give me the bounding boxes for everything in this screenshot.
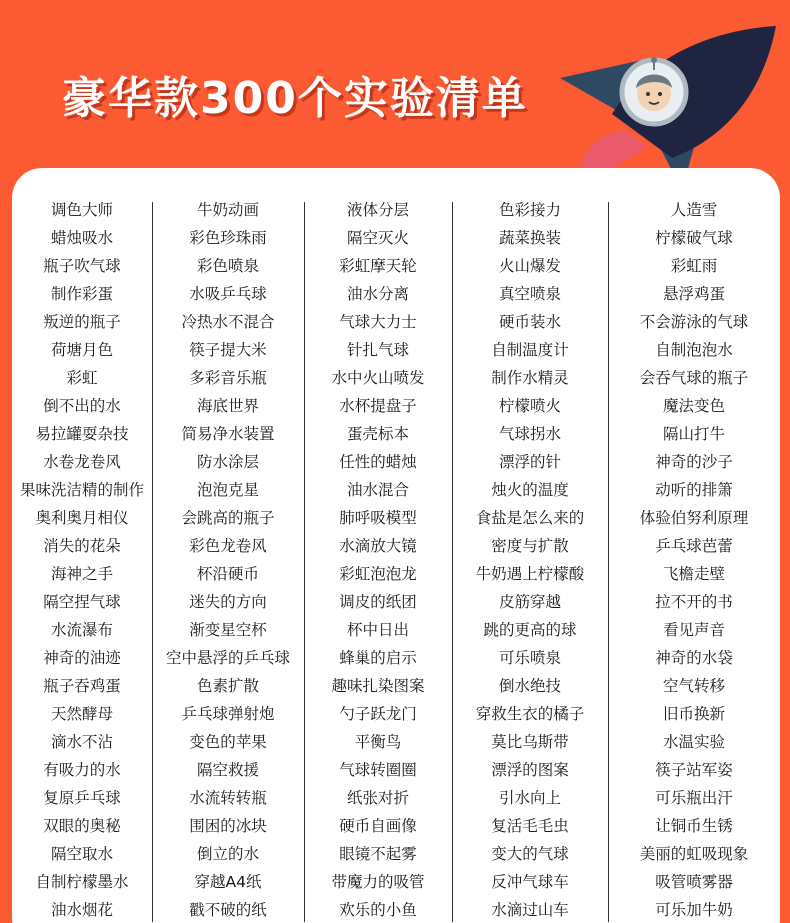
experiment-column — [608, 196, 780, 923]
experiment-item: 硬币自画像 — [339, 817, 417, 835]
experiment-item: 蔬菜换装 — [498, 229, 561, 247]
experiment-item: 筷子提大米 — [189, 341, 267, 359]
experiment-item: 冷热水不混合 — [181, 313, 275, 331]
experiment-item: 水卷龙卷风 — [43, 453, 121, 471]
experiment-item: 让铜币生锈 — [655, 817, 733, 835]
experiment-item: 水温实验 — [662, 733, 725, 751]
experiment-item: 筷子站军姿 — [655, 761, 733, 779]
experiment-item: 可乐喷泉 — [498, 649, 561, 667]
experiment-item: 自制柠檬墨水 — [35, 873, 129, 891]
experiment-item: 美丽的虹吸现象 — [639, 845, 749, 863]
experiment-item: 瓶子吹气球 — [43, 257, 121, 275]
experiment-item: 趣味扎染图案 — [331, 677, 425, 695]
experiment-item: 食盐是怎么来的 — [475, 509, 585, 527]
page-title: 豪华款300个实验清单 — [62, 73, 528, 124]
experiment-item: 调色大师 — [50, 201, 113, 219]
experiment-item: 牛奶遇上柠檬酸 — [475, 565, 585, 583]
experiment-item: 果味洗洁精的制作 — [19, 481, 144, 499]
experiment-item: 会跳高的瓶子 — [181, 509, 275, 527]
experiment-item: 气球大力士 — [339, 313, 417, 331]
experiment-item: 叛逆的瓶子 — [43, 313, 121, 331]
experiment-item: 拉不开的书 — [655, 593, 733, 611]
experiment-item: 可乐瓶出汗 — [655, 789, 733, 807]
experiment-item: 复原乒乓球 — [43, 789, 121, 807]
experiment-item: 飞檐走壁 — [662, 565, 725, 583]
experiment-item: 彩虹摩天轮 — [339, 257, 417, 275]
experiment-item: 迷失的方向 — [189, 593, 267, 611]
experiment-item: 针扎气球 — [346, 341, 409, 359]
experiment-item: 瓶子吞鸡蛋 — [43, 677, 121, 695]
experiment-item: 复活毛毛虫 — [491, 817, 569, 835]
experiment-item: 悬浮鸡蛋 — [662, 285, 725, 303]
experiment-item: 会吞气球的瓶子 — [639, 369, 749, 387]
experiment-item: 杯沿硬币 — [196, 565, 259, 583]
experiment-item: 水流瀑布 — [50, 621, 113, 639]
experiment-item: 旧币换新 — [662, 705, 725, 723]
experiment-column — [452, 196, 608, 923]
experiment-item: 隔空灭火 — [346, 229, 409, 247]
experiment-item: 皮筋穿越 — [498, 593, 561, 611]
experiment-item: 空中悬浮的乒乓球 — [165, 649, 290, 667]
experiment-item: 奥利奥月相仪 — [35, 509, 129, 527]
experiment-item: 人造雪 — [670, 201, 718, 219]
experiment-item: 彩色珍珠雨 — [189, 229, 267, 247]
experiment-item: 穿救生衣的橘子 — [475, 705, 585, 723]
experiment-item: 彩虹泡泡龙 — [339, 565, 417, 583]
experiment-item: 牛奶动画 — [196, 201, 259, 219]
experiment-item: 水流转转瓶 — [189, 789, 267, 807]
experiment-item: 自制泡泡水 — [655, 341, 733, 359]
experiment-item: 神奇的沙子 — [655, 453, 733, 471]
experiment-item: 多彩音乐瓶 — [189, 369, 267, 387]
experiment-item: 油水分离 — [346, 285, 409, 303]
experiment-item: 彩虹雨 — [670, 257, 718, 275]
experiment-item: 水滴过山车 — [491, 901, 569, 919]
experiment-item: 气球拐水 — [498, 425, 561, 443]
experiment-item: 液体分层 — [346, 201, 409, 219]
experiment-item: 水中火山喷发 — [331, 369, 425, 387]
experiment-item: 任性的蜡烛 — [339, 453, 417, 471]
experiment-item: 制作水精灵 — [491, 369, 569, 387]
experiment-item: 神奇的油迹 — [43, 649, 121, 667]
experiment-item: 火山爆发 — [498, 257, 561, 275]
experiment-item: 水吸乒乓球 — [189, 285, 267, 303]
experiment-item: 看见声音 — [662, 621, 725, 639]
experiment-columns — [12, 196, 780, 923]
experiment-item: 易拉罐耍杂技 — [35, 425, 129, 443]
experiment-item: 色彩接力 — [498, 201, 561, 219]
experiment-item: 乒乓球芭蕾 — [655, 537, 733, 555]
experiment-item: 滴水不沾 — [50, 733, 113, 751]
experiment-item: 硬币装水 — [498, 313, 561, 331]
experiment-item: 体验伯努利原理 — [639, 509, 749, 527]
experiment-item: 密度与扩散 — [491, 537, 569, 555]
experiment-item: 防水涂层 — [196, 453, 259, 471]
experiment-item: 戳不破的纸 — [189, 901, 267, 919]
experiment-item: 纸张对折 — [346, 789, 409, 807]
experiment-item: 隔空救援 — [196, 761, 259, 779]
experiment-item: 倒不出的水 — [43, 397, 121, 415]
experiment-item: 隔空捏气球 — [43, 593, 121, 611]
experiment-item: 穿越A4纸 — [194, 873, 262, 891]
experiment-item: 隔空取水 — [50, 845, 113, 863]
experiment-item: 简易净水装置 — [181, 425, 275, 443]
experiment-item: 不会游泳的气球 — [639, 313, 749, 331]
experiment-column — [12, 196, 152, 923]
experiment-item: 欢乐的小鱼 — [339, 901, 417, 919]
experiment-item: 天然酵母 — [50, 705, 113, 723]
experiment-item: 彩色龙卷风 — [189, 537, 267, 555]
experiment-column — [304, 196, 452, 923]
experiment-item: 围困的冰块 — [189, 817, 267, 835]
experiment-item: 烛火的温度 — [491, 481, 569, 499]
experiment-item: 倒立的水 — [196, 845, 259, 863]
experiment-item: 漂浮的针 — [498, 453, 561, 471]
experiment-item: 有吸力的水 — [43, 761, 121, 779]
experiment-item: 吸管喷雾器 — [655, 873, 733, 891]
experiment-item: 彩色喷泉 — [196, 257, 259, 275]
experiment-item: 自制温度计 — [491, 341, 569, 359]
experiment-item: 可乐加牛奶 — [655, 901, 733, 919]
experiment-item: 杯中日出 — [346, 621, 409, 639]
experiment-item: 隔山打牛 — [662, 425, 725, 443]
experiment-item: 渐变星空杯 — [189, 621, 267, 639]
experiment-item: 蛋壳标本 — [346, 425, 409, 443]
experiment-item: 色素扩散 — [196, 677, 259, 695]
experiment-item: 柠檬破气球 — [655, 229, 733, 247]
experiment-item: 跳的更高的球 — [483, 621, 577, 639]
experiment-item: 神奇的水袋 — [655, 649, 733, 667]
experiment-item: 彩虹 — [66, 369, 98, 387]
experiment-item: 双眼的奥秘 — [43, 817, 121, 835]
experiment-item: 消失的花朵 — [43, 537, 121, 555]
experiment-item: 带魔力的吸管 — [331, 873, 425, 891]
experiment-item: 变色的苹果 — [189, 733, 267, 751]
experiment-item: 调皮的纸团 — [339, 593, 417, 611]
experiment-item: 反冲气球车 — [491, 873, 569, 891]
experiment-item: 水杯提盘子 — [339, 397, 417, 415]
experiment-item: 倒水绝技 — [498, 677, 561, 695]
experiment-item: 变大的气球 — [491, 845, 569, 863]
experiment-item: 动听的排箫 — [655, 481, 733, 499]
experiment-item: 海底世界 — [196, 397, 259, 415]
experiment-column — [152, 196, 304, 923]
experiment-item: 制作彩蛋 — [50, 285, 113, 303]
experiment-item: 漂浮的图案 — [491, 761, 569, 779]
experiment-item: 柠檬喷火 — [498, 397, 561, 415]
experiment-item: 魔法变色 — [662, 397, 725, 415]
experiment-item: 气球转圈圈 — [339, 761, 417, 779]
experiment-item: 引水向上 — [498, 789, 561, 807]
experiment-item: 莫比乌斯带 — [491, 733, 569, 751]
experiment-item: 蜡烛吸水 — [50, 229, 113, 247]
experiment-item: 勺子跃龙门 — [339, 705, 417, 723]
experiment-item: 空气转移 — [662, 677, 725, 695]
experiment-item: 眼镜不起雾 — [339, 845, 417, 863]
experiment-item: 油水烟花 — [50, 901, 113, 919]
experiment-item: 泡泡克星 — [196, 481, 259, 499]
astronaut-icon — [622, 57, 686, 124]
experiment-item: 水滴放大镜 — [339, 537, 417, 555]
experiment-item: 真空喷泉 — [498, 285, 561, 303]
experiment-item: 肺呼吸模型 — [339, 509, 417, 527]
experiment-list-card — [12, 168, 780, 923]
experiment-item: 荷塘月色 — [50, 341, 113, 359]
experiment-item: 油水混合 — [346, 481, 409, 499]
experiment-item: 平衡鸟 — [354, 733, 402, 751]
experiment-item: 蜂巢的启示 — [339, 649, 417, 667]
experiment-item: 乒乓球弹射炮 — [181, 705, 275, 723]
experiment-item: 海神之手 — [50, 565, 113, 583]
